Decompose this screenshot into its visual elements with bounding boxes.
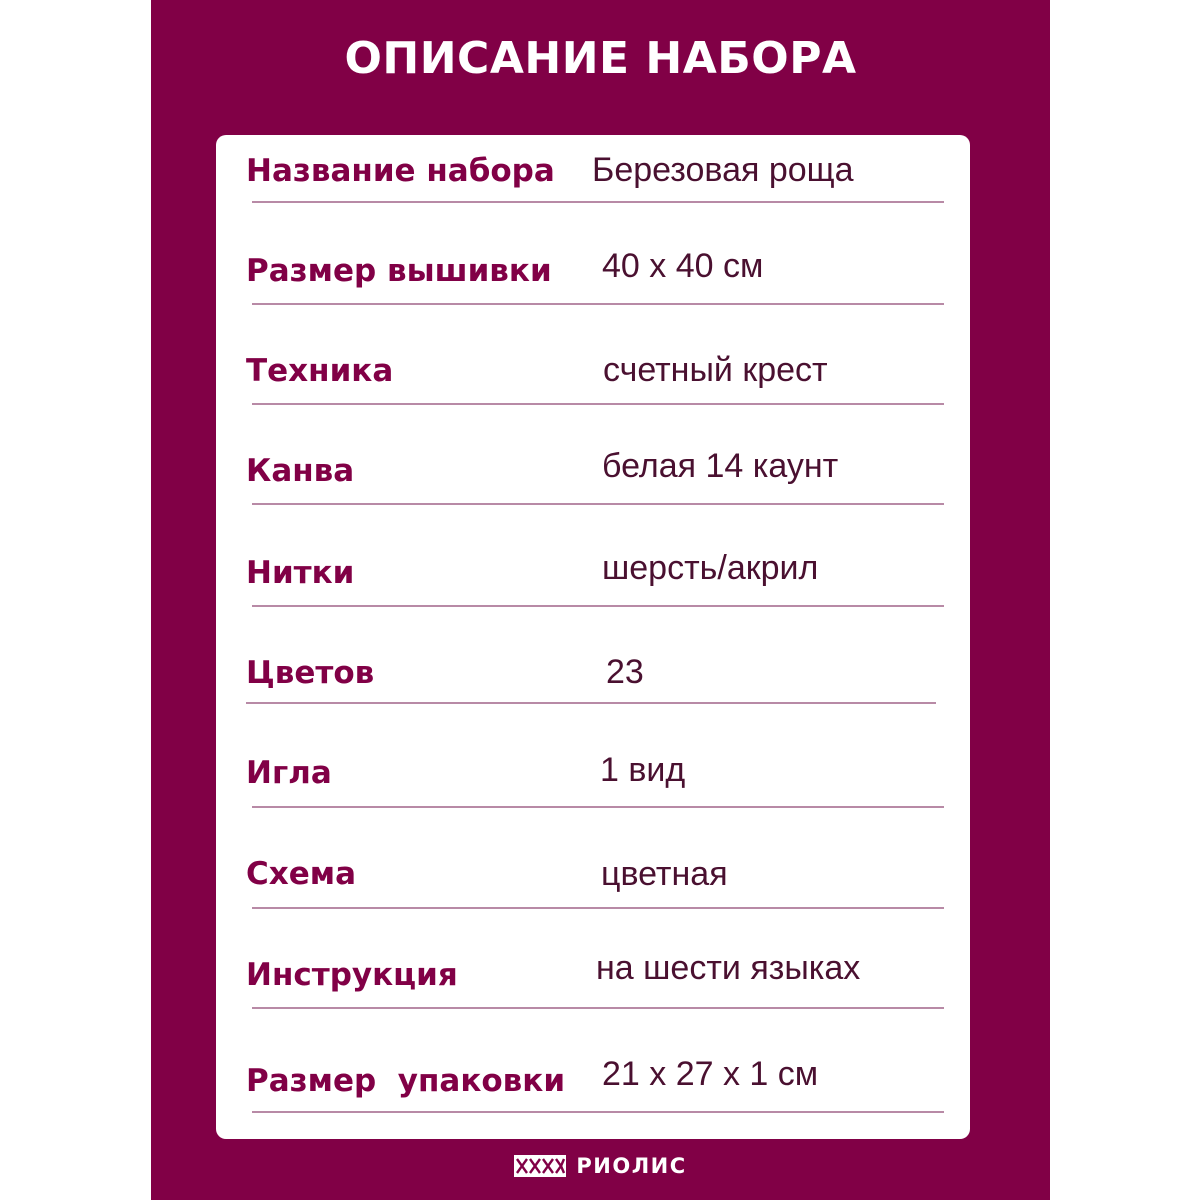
- label-instruction: Инструкция: [246, 957, 458, 993]
- row-package-size: [216, 1035, 970, 1135]
- label-threads: Нитки: [246, 555, 355, 591]
- value-threads: шерсть/акрил: [602, 549, 819, 587]
- background-panel: [151, 0, 1050, 1200]
- label-needle: Игла: [246, 755, 332, 791]
- brand-name: РИОЛИС: [576, 1154, 687, 1178]
- row-embroidery-size: [216, 235, 970, 335]
- label-package-size: Размер упаковки: [246, 1063, 566, 1099]
- label-embroidery-size: Размер вышивки: [246, 253, 552, 289]
- row-colors: [216, 635, 970, 735]
- riolis-logo-icon: [514, 1155, 566, 1177]
- row-instruction: [216, 935, 970, 1035]
- value-scheme: цветная: [601, 855, 728, 893]
- divider: [252, 303, 944, 305]
- divider: [252, 201, 944, 203]
- divider: [252, 1007, 944, 1009]
- value-colors: 23: [606, 653, 644, 691]
- divider: [252, 1111, 944, 1113]
- divider: [252, 907, 944, 909]
- value-needle: 1 вид: [600, 751, 686, 789]
- page-title: ОПИСАНИЕ НАБОРА: [344, 33, 857, 84]
- row-kit-name: [216, 135, 970, 235]
- row-needle: [216, 735, 970, 835]
- divider: [252, 806, 944, 808]
- divider: [246, 702, 936, 704]
- value-embroidery-size: 40 х 40 см: [602, 247, 764, 285]
- footer-brand: [151, 1148, 1050, 1184]
- label-kit-name: Название набора: [246, 153, 555, 189]
- label-colors: Цветов: [246, 655, 375, 691]
- divider: [252, 403, 944, 405]
- divider: [252, 605, 944, 607]
- value-technique: счетный крест: [603, 351, 828, 389]
- value-instruction: на шести языках: [596, 949, 861, 987]
- row-threads: [216, 535, 970, 635]
- label-scheme: Схема: [246, 856, 357, 892]
- row-scheme: [216, 835, 970, 935]
- value-canvas: белая 14 каунт: [602, 447, 839, 485]
- row-canvas: [216, 435, 970, 535]
- description-card: [216, 135, 970, 1139]
- value-kit-name: Березовая роща: [592, 151, 854, 189]
- label-technique: Техника: [246, 353, 394, 389]
- divider: [252, 503, 944, 505]
- row-technique: [216, 335, 970, 435]
- value-package-size: 21 х 27 х 1 см: [602, 1055, 819, 1093]
- label-canvas: Канва: [246, 453, 355, 489]
